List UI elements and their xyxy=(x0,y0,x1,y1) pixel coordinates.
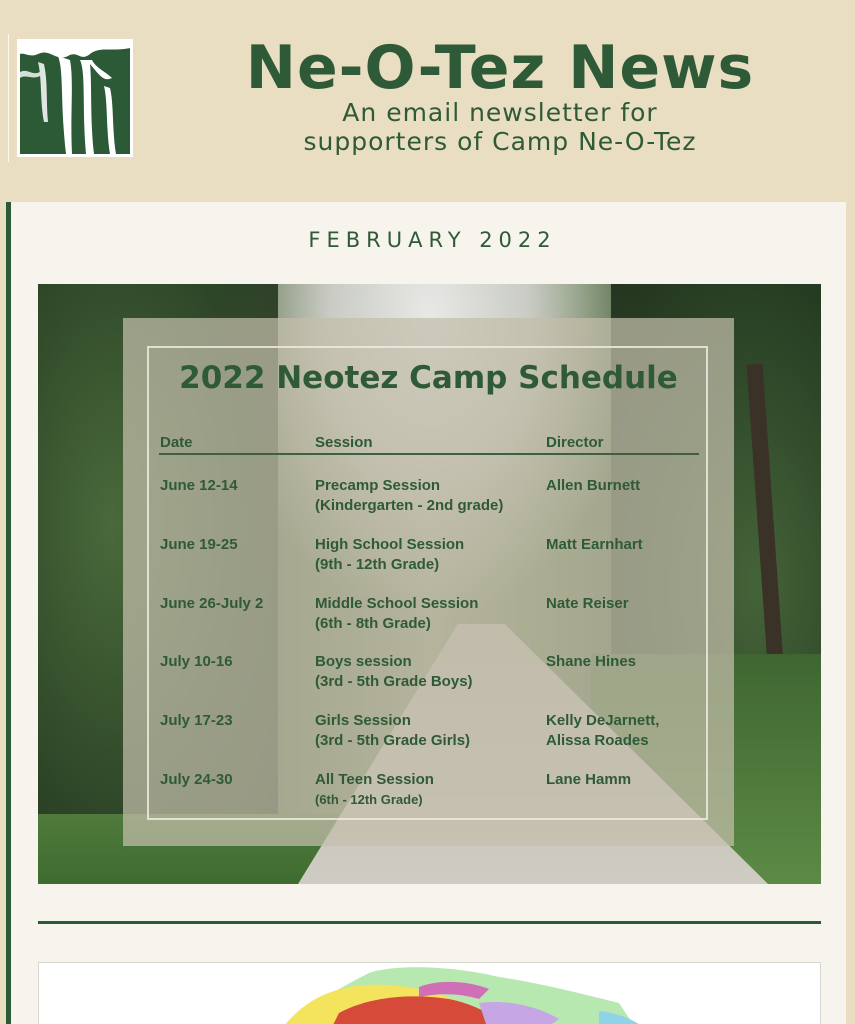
issue-date: FEBRUARY 2022 xyxy=(308,228,557,252)
column-header-date: Date xyxy=(160,434,193,451)
row-session xyxy=(315,476,545,516)
row-date: June 19-25 xyxy=(160,536,238,553)
session-name: High School Session xyxy=(315,536,465,553)
session-detail: (3rd - 5th Grade Girls) xyxy=(315,732,471,749)
row-date: June 26-July 2 xyxy=(160,595,264,612)
newsletter-header xyxy=(0,0,855,200)
newsletter-subtitle xyxy=(150,98,850,156)
schedule-panel xyxy=(123,318,734,846)
subtitle-line-2: supporters of Camp Ne-O-Tez xyxy=(303,127,697,156)
session-name: Girls Session xyxy=(315,712,411,729)
row-director: Nate Reiser xyxy=(546,595,629,612)
session-name: Precamp Session xyxy=(315,477,441,494)
colorful-artwork-image xyxy=(39,963,821,1024)
row-director xyxy=(546,711,726,751)
session-detail: (Kindergarten - 2nd grade) xyxy=(315,497,504,514)
camp-logo[interactable] xyxy=(17,39,133,157)
column-header-session: Session xyxy=(315,434,373,451)
camp-schedule-image[interactable] xyxy=(38,284,821,884)
row-director: Shane Hines xyxy=(546,653,637,670)
row-date: June 12-14 xyxy=(160,477,238,494)
next-article-image[interactable] xyxy=(38,962,821,1024)
session-detail: (6th - 8th Grade) xyxy=(315,615,431,632)
row-director: Matt Earnhart xyxy=(546,536,643,553)
row-session xyxy=(315,535,545,575)
newsletter-title: Ne-O-Tez News xyxy=(245,33,755,103)
subtitle-line-1: An email newsletter for xyxy=(342,98,658,127)
director-name: Kelly DeJarnett, xyxy=(546,712,660,729)
row-session xyxy=(315,652,545,692)
section-divider xyxy=(38,921,821,924)
session-name: Middle School Session xyxy=(315,595,479,612)
header-divider xyxy=(159,453,699,455)
forest-trees-icon xyxy=(20,42,130,154)
row-director: Lane Hamm xyxy=(546,771,632,788)
row-date: July 24-30 xyxy=(160,771,233,788)
row-session xyxy=(315,594,545,634)
row-date: July 17-23 xyxy=(160,712,233,729)
logo-container xyxy=(8,34,134,162)
row-session xyxy=(315,711,545,751)
row-date: July 10-16 xyxy=(160,653,233,670)
session-detail: (3rd - 5th Grade Boys) xyxy=(315,673,473,690)
row-session xyxy=(315,770,545,810)
director-name-2: Alissa Roades xyxy=(546,732,649,749)
column-header-director: Director xyxy=(546,434,604,451)
schedule-title: 2022 Neotez Camp Schedule xyxy=(179,360,678,396)
session-name: Boys session xyxy=(315,653,412,670)
row-director: Allen Burnett xyxy=(546,477,641,494)
session-name: All Teen Session xyxy=(315,771,434,788)
session-detail: (9th - 12th Grade) xyxy=(315,556,440,573)
session-detail: (6th - 12th Grade) xyxy=(315,792,423,807)
